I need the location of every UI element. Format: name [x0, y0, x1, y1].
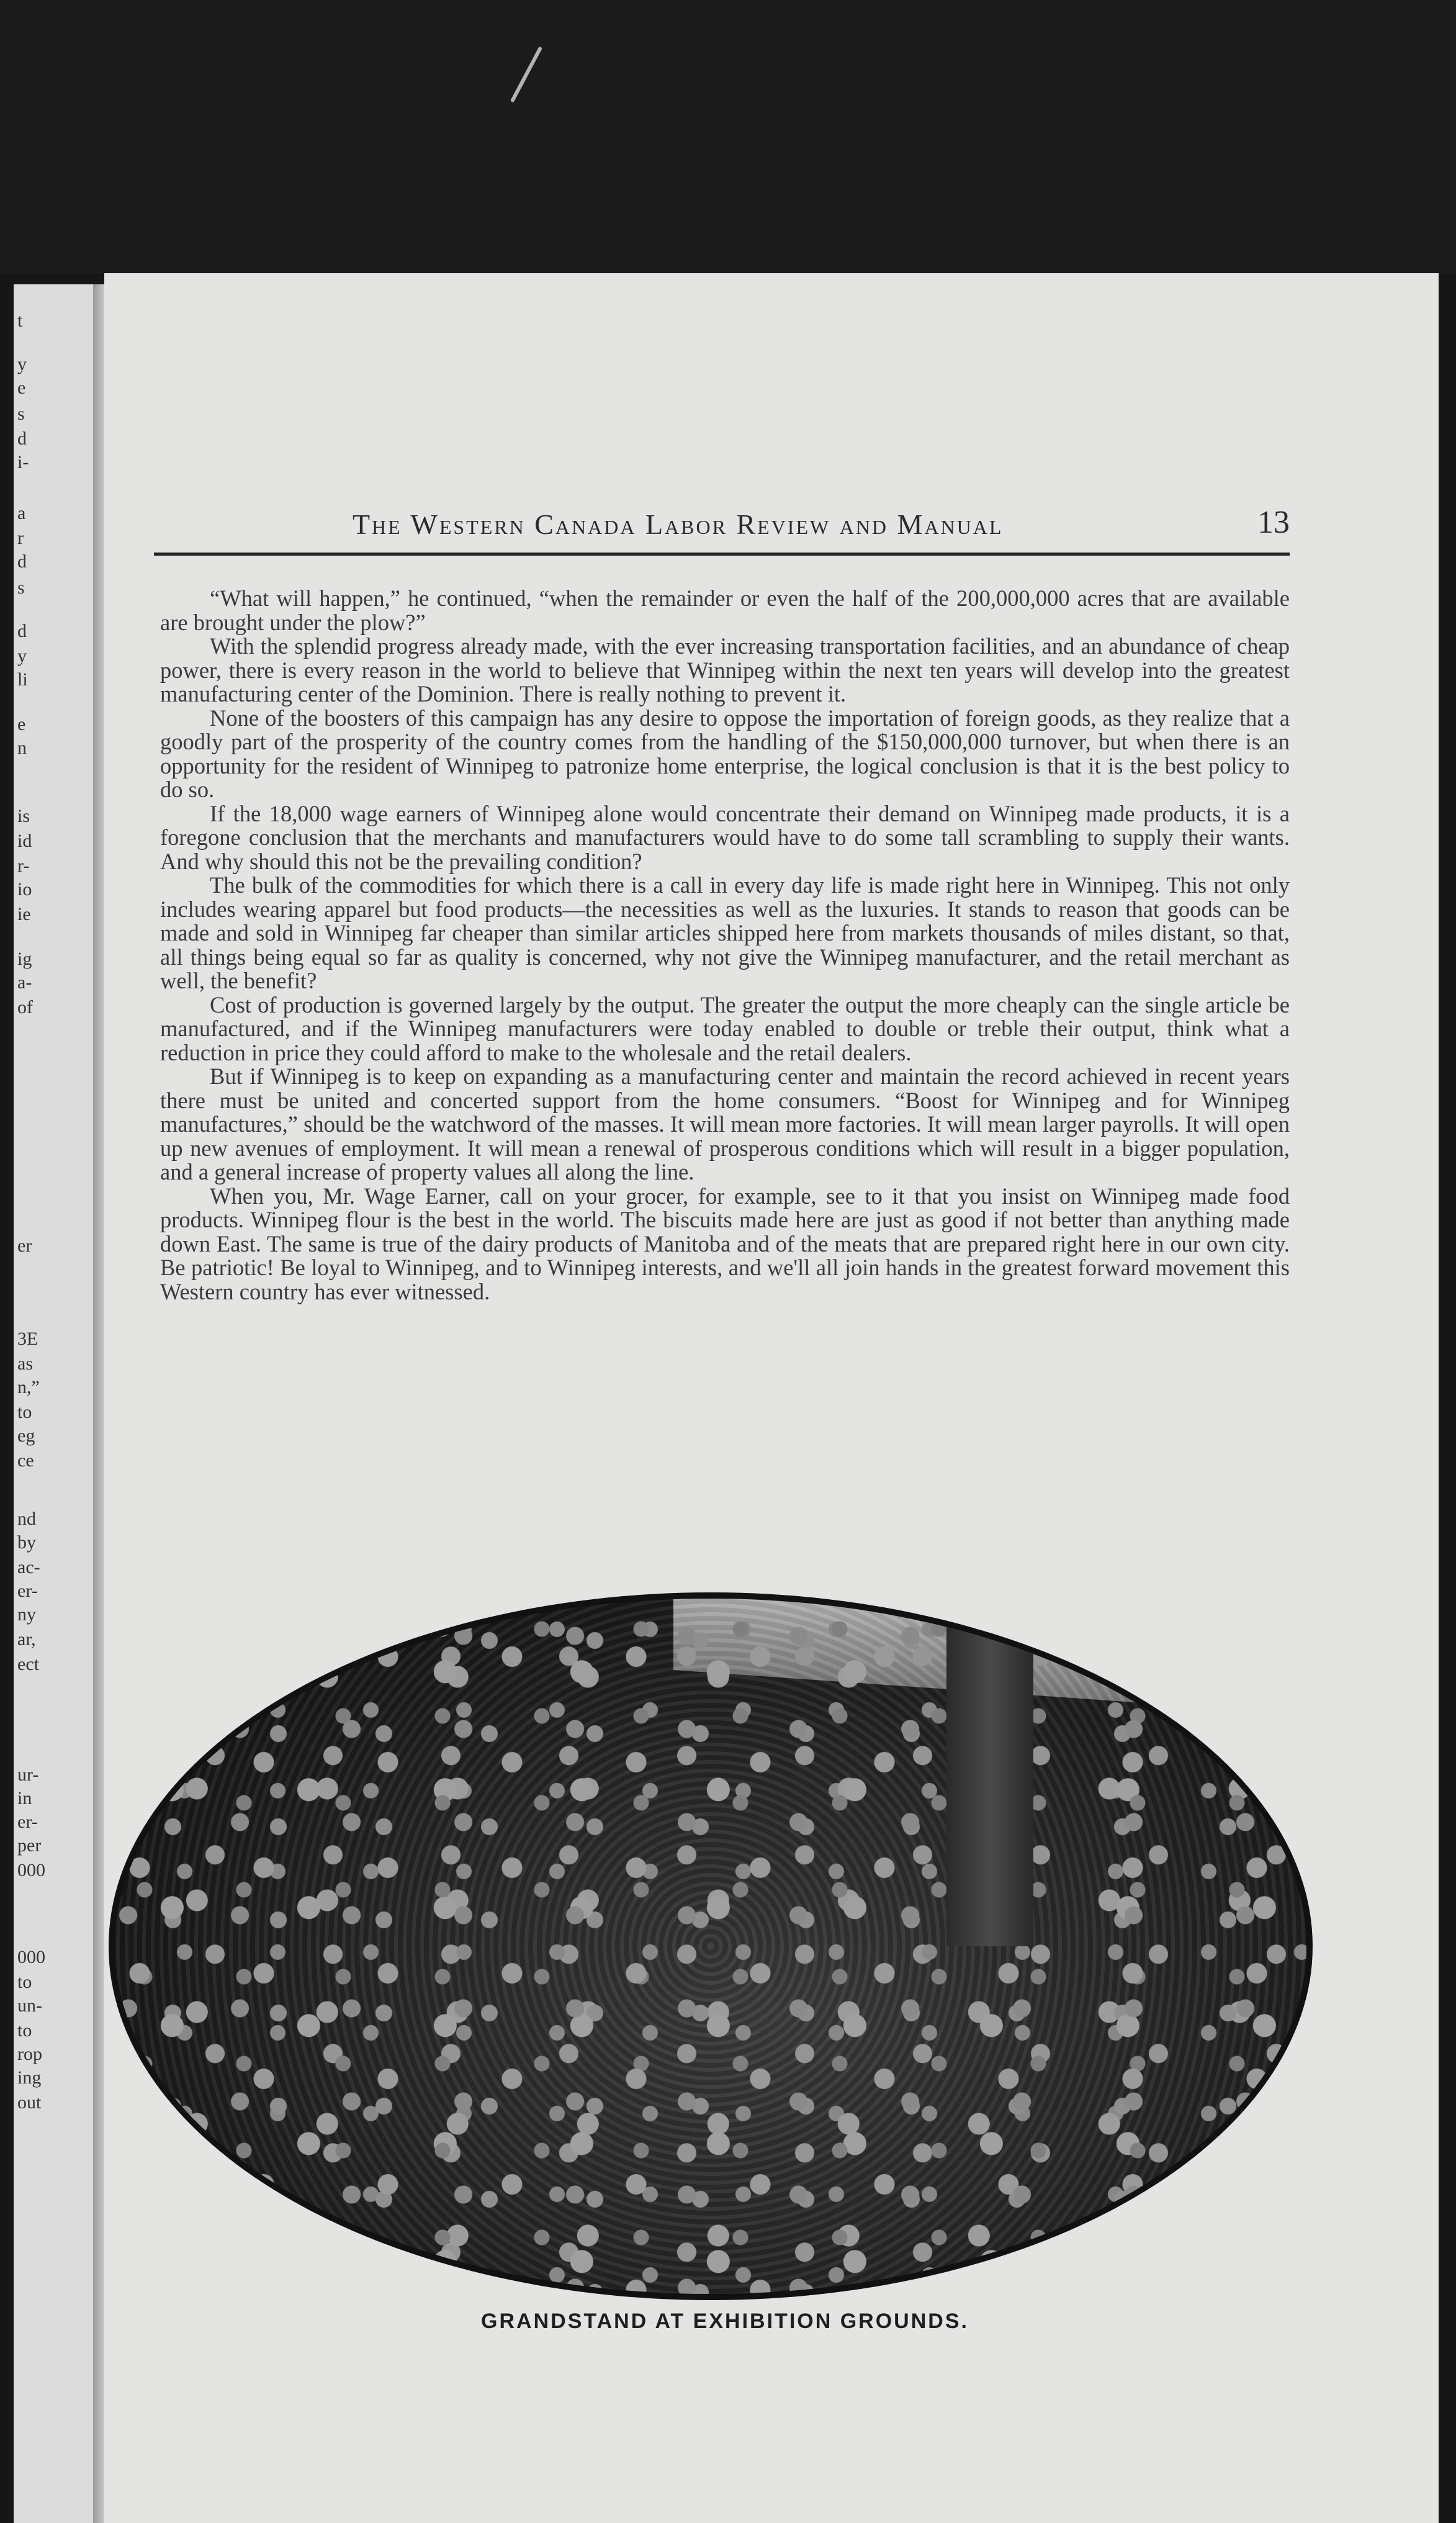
previous-page-fragment: 3E	[17, 1329, 38, 1349]
previous-page-fragment: d	[17, 621, 27, 641]
previous-page-fragment: by	[17, 1532, 36, 1553]
previous-page-fragment: of	[17, 997, 33, 1018]
previous-page-fragment: y	[17, 646, 27, 666]
previous-page-fragment: ce	[17, 1450, 34, 1471]
previous-page-fragment: ie	[17, 904, 31, 924]
previous-page-fragment: as	[17, 1353, 33, 1374]
previous-page-fragment: n,”	[17, 1377, 40, 1397]
previous-page-fragment: i-	[17, 452, 29, 472]
previous-page-fragment: ing	[17, 2067, 42, 2088]
page-header	[154, 503, 1290, 556]
paragraph: The bulk of the commodities for which there is a call in every day life is made right here in Winnipeg. This not only includes wearing apparel but food products—the necessities as well as the luxuries. It stands to reason that goods can be made and sold in Winnipeg far cheaper than similar articles shipped here from markets thousands of miles distant, so that, all things being equal so far as quality is concerned, why not give the Winnipeg manufacturer, and the retail merchant as well, the benefit?	[160, 872, 1290, 993]
previous-page-fragment: 000	[17, 1947, 45, 1967]
previous-page-fragment: d	[17, 551, 27, 572]
previous-page-fragment: er-	[17, 1581, 38, 1601]
previous-page-fragment: eg	[17, 1425, 35, 1446]
previous-page-fragment: io	[17, 879, 32, 900]
previous-page-fragment: is	[17, 806, 30, 826]
previous-page-fragment: ect	[17, 1654, 39, 1674]
previous-page-fragment: r-	[17, 855, 30, 876]
previous-page-fragment: s	[17, 577, 25, 598]
previous-page-fragment: li	[17, 669, 28, 690]
previous-page-fragment: e	[17, 377, 26, 398]
previous-page-fragment: 000	[17, 1860, 45, 1880]
previous-page-fragment: y	[17, 354, 27, 374]
crowd-image	[115, 1599, 1306, 2294]
previous-page-fragment: a-	[17, 972, 32, 993]
paragraph: None of the boosters of this campaign has any desire to oppose the importation of foreign goods, as they realize that a goodly part of the prosperity of the country comes from the handling of the $150,000,000 turnover, but when there is an opportunity for the resident of Winnipeg to patronize home enterprise, the logical conclusion is that it is the best policy to do so.	[160, 705, 1290, 802]
grandstand-photo	[109, 1592, 1313, 2300]
previous-page-fragment: s	[17, 404, 25, 424]
previous-page-fragment: ac-	[17, 1557, 40, 1577]
previous-page-edge	[14, 284, 93, 2523]
scan-background	[0, 0, 1456, 273]
previous-page-fragment: to	[17, 1972, 32, 1992]
paragraph: But if Winnipeg is to keep on expanding as a manufacturing center and maintain the record achieved in recent years there must be united and concerted support from the home consumers. “Boost for Winnipeg and for Winnipeg manufactures,” should be the watchword of the masses. It will mean more factories. It will mean larger payrolls. It will open up new avenues of employment. It will mean a renewal of prosperous conditions which will result in a bigger population, and a general increase of property values all along the line.	[160, 1063, 1290, 1185]
previous-page-fragment: t	[17, 310, 23, 331]
previous-page-fragment: out	[17, 2092, 42, 2113]
running-head: The Western Canada Labor Review and Manual	[353, 508, 1004, 540]
previous-page-fragment: ny	[17, 1604, 36, 1625]
previous-page-fragment: e	[17, 714, 26, 734]
previous-page-fragment: per	[17, 1835, 42, 1856]
article-body	[160, 587, 1290, 1304]
previous-page-fragment: to	[17, 2020, 32, 2041]
page-gutter	[93, 284, 104, 2523]
paragraph: “What will happen,” he continued, “when the remainder or even the half of the 200,000,000 acres that are available are brought under the plow?”	[160, 585, 1290, 635]
paragraph: When you, Mr. Wage Earner, call on your grocer, for example, see to it that you insist on Winnipeg made food products. Winnipeg flour is the best in the world. The biscuits made here are just as good if not better than anything made down East. The same is true of the dairy products of Manitoba and of the meats that are prepared right here in our own city. Be patriotic! Be loyal to Winnipeg, and to Winnipeg interests, and we'll all join hands in the greatest forward movement this Western country has ever witnessed.	[160, 1183, 1290, 1304]
previous-page-fragment: un-	[17, 1995, 42, 2016]
previous-page-fragment: in	[17, 1788, 32, 1808]
previous-page-fragment: d	[17, 428, 27, 449]
previous-page-fragment: rop	[17, 2044, 42, 2064]
previous-page-fragment: r	[17, 528, 24, 548]
previous-page-fragment: to	[17, 1402, 32, 1422]
previous-page-fragment: ur-	[17, 1764, 39, 1785]
paragraph: With the splendid progress already made, with the ever increasing transportation facilities, and an abundance of cheap power, there is every reason in the world to believe that Winnipeg within the next ten years will develop into the greatest manufacturing center of the Dominion. There is really nothing to prevent it.	[160, 633, 1290, 706]
previous-page-fragment: ig	[17, 949, 32, 969]
previous-page-fragment: er-	[17, 1812, 38, 1832]
paragraph: If the 18,000 wage earners of Winnipeg alone would concentrate their demand on Winnipeg made products, it is a foregone conclusion that the merchants and manufacturers would have to do some tall scrambling to supply their wants. And why should this not be the prevailing condition?	[160, 800, 1290, 874]
scan-scratch	[510, 46, 542, 102]
paragraph: Cost of production is governed largely by the output. The greater the output the more cheaply can the single article be manufactured, and if the Winnipeg manufacturers were today enabled to double or treble their output, think what a reduction in price they could afford to make to the wholesale and the retail dealers.	[160, 991, 1290, 1065]
previous-page-fragment: a	[17, 503, 26, 523]
photo-caption: GRANDSTAND AT EXHIBITION GROUNDS.	[481, 2309, 969, 2333]
previous-page-fragment: n	[17, 738, 27, 758]
page	[104, 273, 1439, 2523]
previous-page-fragment: nd	[17, 1509, 36, 1529]
previous-page-fragment: id	[17, 831, 32, 851]
previous-page-fragment: ar,	[17, 1629, 36, 1650]
page-number: 13	[1257, 505, 1290, 540]
previous-page-fragment: er	[17, 1235, 32, 1256]
grandstand-pillar	[946, 1599, 1033, 1946]
